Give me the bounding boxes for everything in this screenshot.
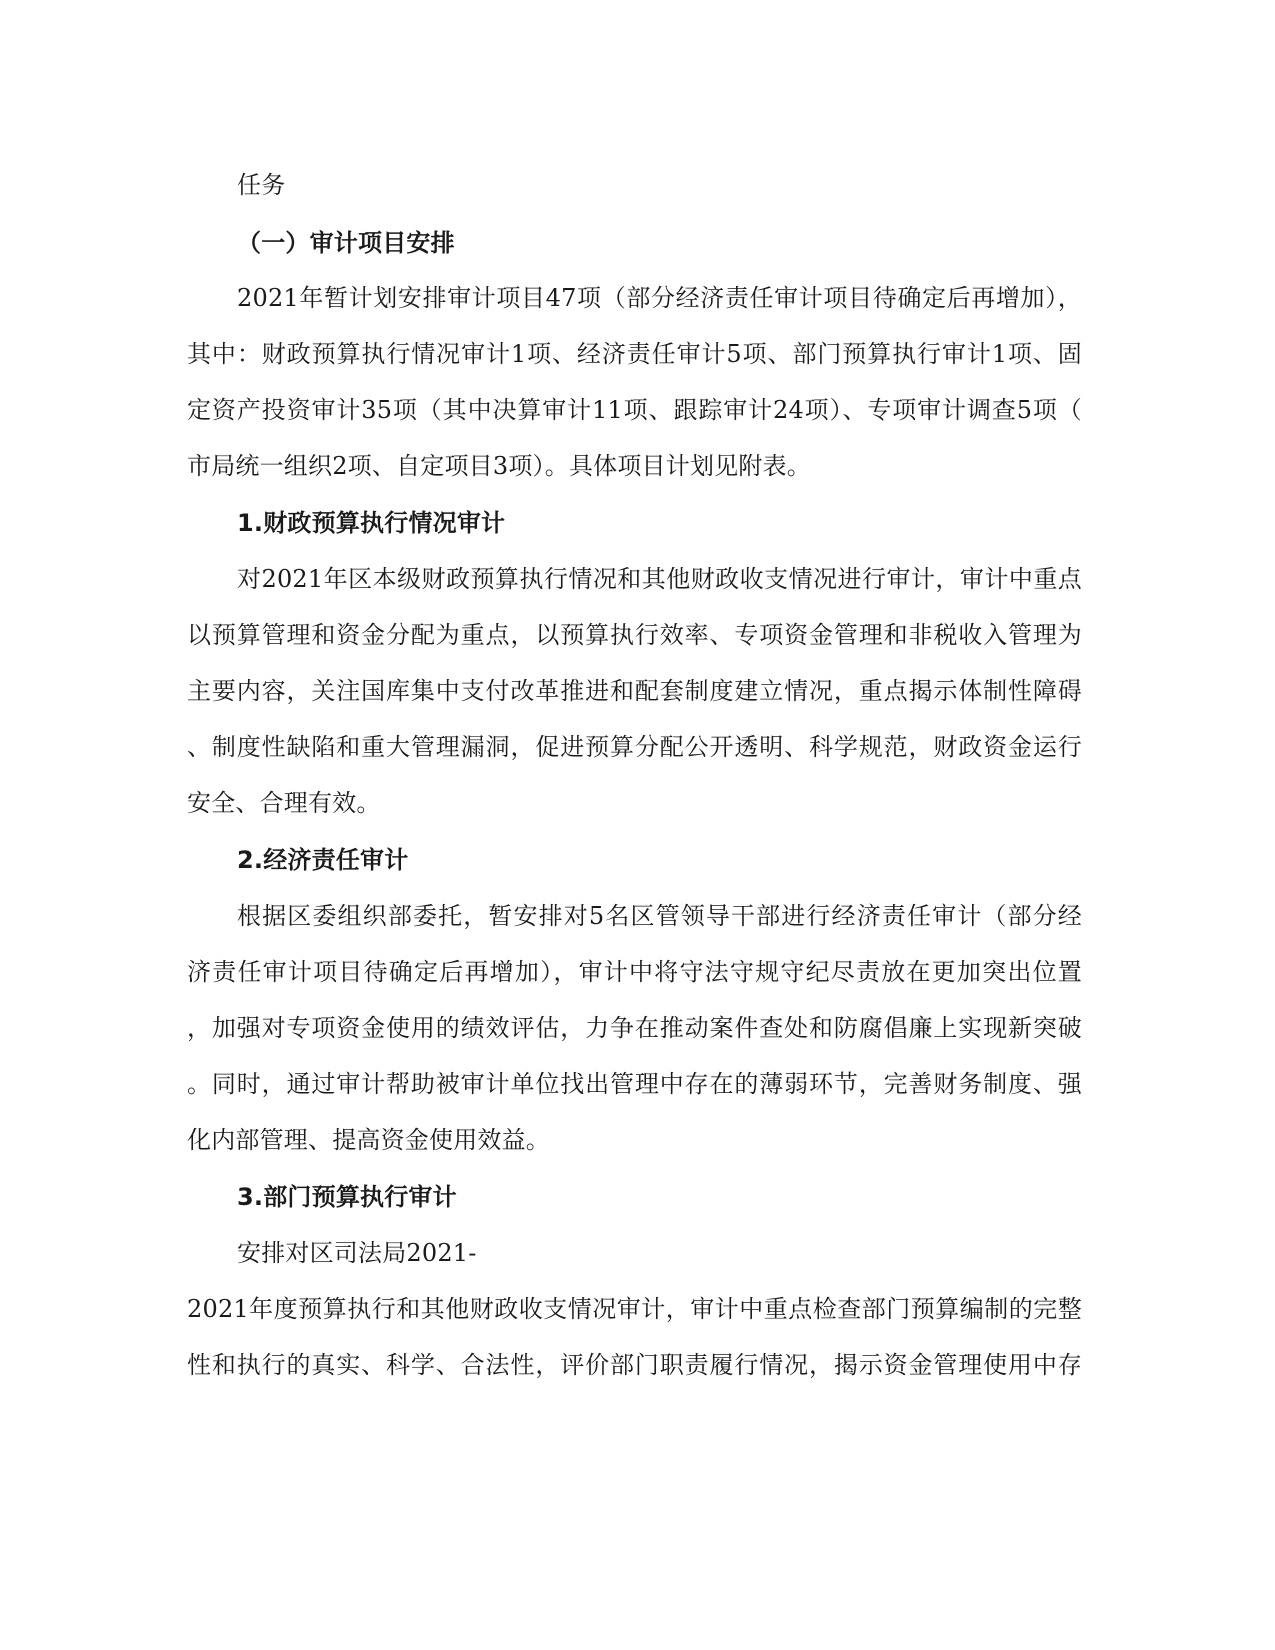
title-fragment: 任务 [237, 171, 286, 199]
section-heading: （一）审计项目安排 [237, 229, 455, 257]
item2-line-3: ，加强对专项资金使用的绩效评估，力争在推动案件查处和防腐倡廉上实现新突破 [187, 1014, 1082, 1042]
item3-line-1: 安排对区司法局2021- [237, 1239, 477, 1267]
item2-line-1: 根据区委组织部委托，暂安排对5名区管领导干部进行经济责任审计（部分经 [237, 902, 1082, 930]
item1-heading: 1.财政预算执行情况审计 [237, 509, 506, 537]
item1-line-5: 安全、合理有效。 [187, 789, 381, 817]
item1-line-3: 主要内容，关注国库集中支付改革推进和配套制度建立情况，重点揭示体制性障碍 [187, 677, 1082, 705]
intro-line-3: 定资产投资审计35项（其中决算审计11项、跟踪审计24项）、专项审计调查5项（ [187, 396, 1082, 424]
item3-line-2: 2021年度预算执行和其他财政收支情况审计，审计中重点检查部门预算编制的完整 [187, 1295, 1082, 1323]
intro-line-1: 2021年暂计划安排审计项目47项（部分经济责任审计项目待确定后再增加）， [237, 284, 1082, 312]
intro-line-2: 其中：财政预算执行情况审计1项、经济责任审计5项、部门预算执行审计1项、固 [187, 340, 1082, 368]
intro-line-4: 市局统一组织2项、自定项目3项）。具体项目计划见附表。 [187, 452, 811, 480]
item1-line-1: 对2021年区本级财政预算执行情况和其他财政收支情况进行审计，审计中重点 [237, 565, 1082, 593]
item1-line-4: 、制度性缺陷和重大管理漏洞，促进预算分配公开透明、科学规范，财政资金运行 [187, 733, 1082, 761]
item2-line-4: 。同时，通过审计帮助被审计单位找出管理中存在的薄弱环节，完善财务制度、强 [187, 1070, 1082, 1098]
item2-heading: 2.经济责任审计 [237, 846, 409, 874]
item1-line-2: 以预算管理和资金分配为重点，以预算执行效率、专项资金管理和非税收入管理为 [187, 621, 1082, 649]
item3-heading: 3.部门预算执行审计 [237, 1183, 457, 1211]
item2-line-5: 化内部管理、提高资金使用效益。 [187, 1126, 550, 1154]
item3-line-3: 性和执行的真实、科学、合法性，评价部门职责履行情况，揭示资金管理使用中存 [187, 1351, 1082, 1379]
item2-line-2: 济责任审计项目待确定后再增加），审计中将守法守规守纪尽责放在更加突出位置 [187, 958, 1082, 986]
